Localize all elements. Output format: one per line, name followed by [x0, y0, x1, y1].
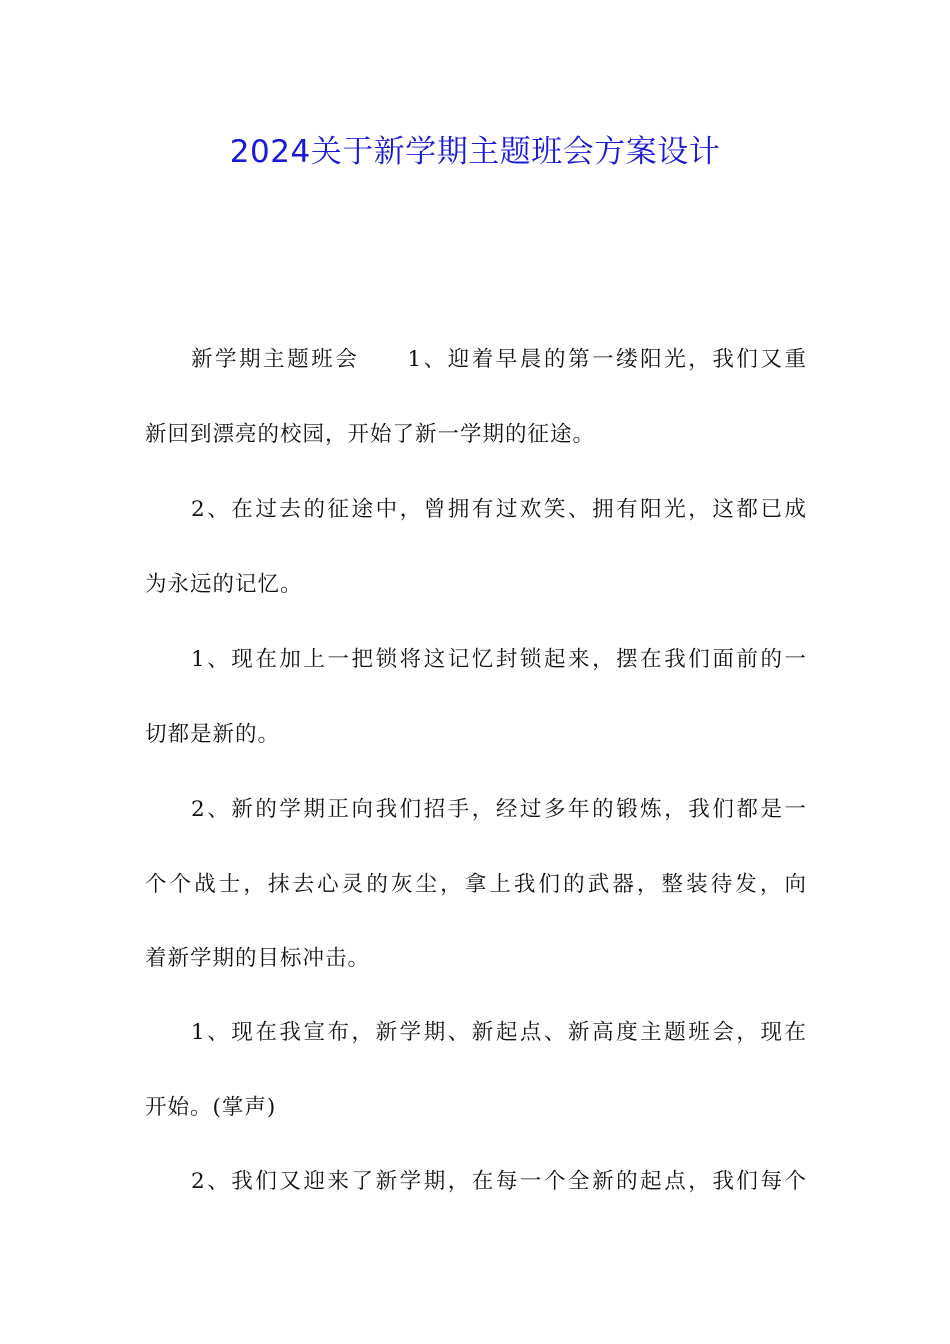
- text-line: 2、新的学期正向我们招手，经过多年的锻炼，我们都是一: [191, 797, 807, 822]
- text-line: 1、现在我宣布，新学期、新起点、新高度主题班会，现在: [191, 1020, 807, 1045]
- text-line: 1、现在加上一把锁将这记忆封锁起来，摆在我们面前的一: [191, 647, 807, 672]
- document-title: 2024关于新学期主题班会方案设计: [229, 134, 721, 170]
- text-line: 个个战士，抹去心灵的灰尘，拿上我们的武器，整装待发，向: [145, 872, 807, 897]
- text-line: 新回到漂亮的校园，开始了新一学期的征途。: [145, 422, 596, 447]
- text-line: 着新学期的目标冲击。: [145, 946, 371, 971]
- text-line: 新学期主题班会 1、迎着早晨的第一缕阳光，我们又重: [191, 347, 807, 372]
- text-line: 切都是新的。: [145, 722, 281, 747]
- text-line: 为永远的记忆。: [145, 572, 303, 597]
- text-line: 开始。(掌声): [145, 1095, 277, 1120]
- text-line: 2、在过去的征途中，曾拥有过欢笑、拥有阳光，这都已成: [191, 497, 807, 522]
- text-line: 2、我们又迎来了新学期，在每一个全新的起点，我们每个: [191, 1169, 807, 1194]
